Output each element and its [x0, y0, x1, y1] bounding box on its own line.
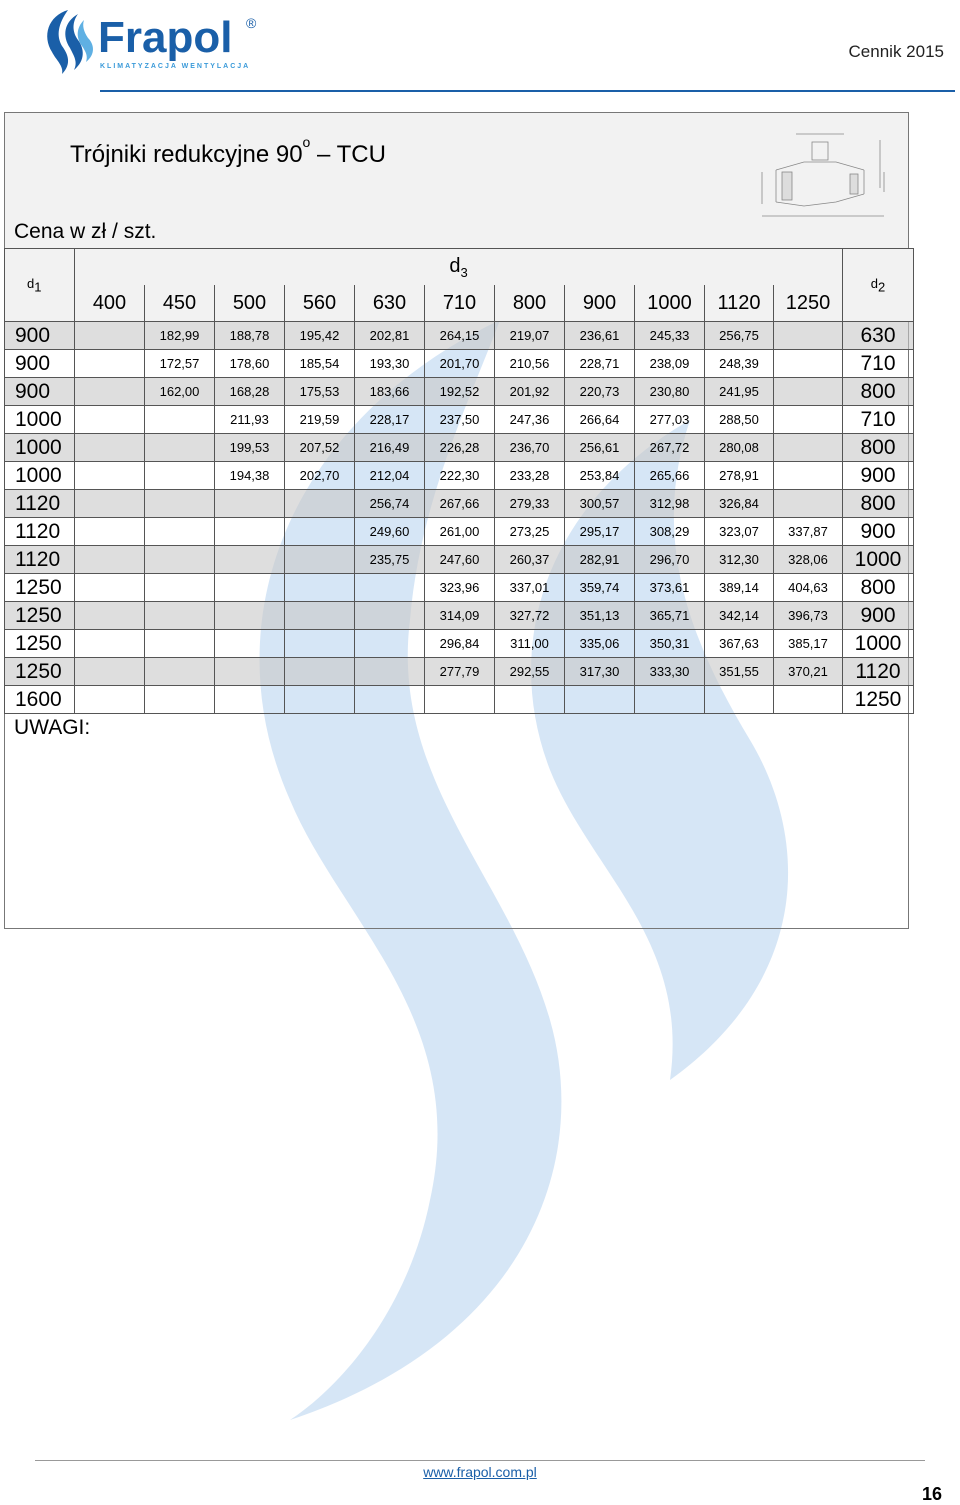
price-cell: 230,80 [635, 378, 705, 406]
table-row [5, 546, 914, 574]
price-cell: 199,53 [215, 434, 285, 462]
price-cell [774, 350, 843, 378]
price-cell: 273,25 [495, 518, 565, 546]
price-cell [75, 518, 145, 546]
brand-name: Frapol [98, 13, 233, 62]
price-cell: 236,70 [495, 434, 565, 462]
price-cell [75, 686, 145, 714]
price-cell [285, 518, 355, 546]
price-cell: 185,54 [285, 350, 355, 378]
price-cell [285, 658, 355, 686]
table-row [5, 602, 914, 630]
price-cell: 248,39 [705, 350, 774, 378]
price-cell: 267,66 [425, 490, 495, 518]
d2-value: 800 [843, 490, 914, 518]
price-cell [285, 574, 355, 602]
table-row [5, 574, 914, 602]
price-cell: 267,72 [635, 434, 705, 462]
price-cell: 256,74 [355, 490, 425, 518]
d3-column-header: 710 [425, 285, 495, 322]
price-cell: 219,07 [495, 322, 565, 350]
brand-tagline: KLIMATYZACJA WENTYLACJA [100, 63, 251, 70]
price-cell: 280,08 [705, 434, 774, 462]
price-cell: 219,59 [285, 406, 355, 434]
price-cell: 278,91 [705, 462, 774, 490]
price-cell: 216,49 [355, 434, 425, 462]
price-cell: 404,63 [774, 574, 843, 602]
price-cell: 211,93 [215, 406, 285, 434]
d1-value: 1250 [5, 658, 75, 686]
price-cell [774, 686, 843, 714]
price-cell [75, 658, 145, 686]
price-cell [75, 434, 145, 462]
d3-header: $d_3$ [75, 249, 843, 286]
title-suffix: – TCU [310, 141, 386, 168]
price-cell [355, 630, 425, 658]
price-cell: 168,28 [215, 378, 285, 406]
price-cell: 327,72 [495, 602, 565, 630]
price-cell: 359,74 [565, 574, 635, 602]
price-cell: 226,28 [425, 434, 495, 462]
price-cell [145, 658, 215, 686]
price-cell [355, 686, 425, 714]
price-cell: 233,28 [495, 462, 565, 490]
price-cell: 256,75 [705, 322, 774, 350]
d1-value: 1000 [5, 462, 75, 490]
price-cell: 261,00 [425, 518, 495, 546]
price-cell: 192,52 [425, 378, 495, 406]
price-cell: 245,33 [635, 322, 705, 350]
price-cell: 193,30 [355, 350, 425, 378]
price-cell [145, 574, 215, 602]
price-cell [215, 518, 285, 546]
price-cell: 178,60 [215, 350, 285, 378]
d1-value: 900 [5, 378, 75, 406]
price-cell: 265,66 [635, 462, 705, 490]
price-cell [355, 658, 425, 686]
price-cell: 328,06 [774, 546, 843, 574]
price-cell: 212,04 [355, 462, 425, 490]
price-cell [285, 686, 355, 714]
price-cell: 314,09 [425, 602, 495, 630]
notes-label: UWAGI: [14, 716, 91, 739]
price-cell: 194,38 [215, 462, 285, 490]
price-cell [75, 630, 145, 658]
price-cell [215, 546, 285, 574]
d1-value: 1120 [5, 490, 75, 518]
d3-column-header: 400 [75, 285, 145, 322]
d1-value: 1120 [5, 546, 75, 574]
price-cell [285, 630, 355, 658]
d2-value: 1000 [843, 630, 914, 658]
price-cell: 282,91 [565, 546, 635, 574]
price-cell: 317,30 [565, 658, 635, 686]
price-cell: 247,60 [425, 546, 495, 574]
price-cell: 201,92 [495, 378, 565, 406]
price-cell: 312,30 [705, 546, 774, 574]
price-cell [285, 490, 355, 518]
price-cell [75, 406, 145, 434]
table-row [5, 406, 914, 434]
price-cell [75, 490, 145, 518]
price-cell: 292,55 [495, 658, 565, 686]
registered-mark: ® [246, 15, 257, 31]
price-cell [425, 686, 495, 714]
price-cell: 311,00 [495, 630, 565, 658]
table-row [5, 350, 914, 378]
table-row [5, 630, 914, 658]
price-cell: 389,14 [705, 574, 774, 602]
price-cell: 342,14 [705, 602, 774, 630]
price-cell [215, 658, 285, 686]
price-cell [774, 322, 843, 350]
title-degree: o [302, 134, 311, 150]
price-cell [145, 406, 215, 434]
price-cell: 210,56 [495, 350, 565, 378]
d2-value: 710 [843, 350, 914, 378]
price-cell: 335,06 [565, 630, 635, 658]
price-cell: 288,50 [705, 406, 774, 434]
table-row [5, 490, 914, 518]
price-cell: 396,73 [774, 602, 843, 630]
price-cell: 188,78 [215, 322, 285, 350]
price-cell [75, 546, 145, 574]
footer-divider [35, 1460, 925, 1461]
d3-column-header: 560 [285, 285, 355, 322]
header-divider [100, 90, 955, 92]
price-cell [75, 350, 145, 378]
price-cell: 256,61 [565, 434, 635, 462]
price-cell [774, 434, 843, 462]
table-row [5, 434, 914, 462]
table-row [5, 658, 914, 686]
d3-column-header: 500 [215, 285, 285, 322]
price-cell [215, 630, 285, 658]
price-cell: 300,57 [565, 490, 635, 518]
price-cell: 228,71 [565, 350, 635, 378]
price-cell [285, 546, 355, 574]
frapol-logo [38, 6, 268, 76]
price-cell: 385,17 [774, 630, 843, 658]
d2-value: 800 [843, 378, 914, 406]
d1-value: 1600 [5, 686, 75, 714]
price-cell [145, 434, 215, 462]
d2-value: 800 [843, 574, 914, 602]
price-cell: 247,36 [495, 406, 565, 434]
price-cell [145, 630, 215, 658]
table-header-row [5, 249, 914, 286]
tee-reducer-drawing-icon [756, 132, 890, 224]
price-cell [495, 686, 565, 714]
price-table [4, 248, 914, 714]
price-cell [145, 686, 215, 714]
price-cell [75, 462, 145, 490]
price-cell: 202,70 [285, 462, 355, 490]
d3-column-header: 800 [495, 285, 565, 322]
table-row [5, 462, 914, 490]
price-cell: 323,96 [425, 574, 495, 602]
footer-website-link[interactable]: www.frapol.com.pl [423, 1464, 537, 1480]
title-main: Trójniki redukcyjne 90 [70, 141, 303, 168]
price-cell: 277,03 [635, 406, 705, 434]
price-cell: 351,55 [705, 658, 774, 686]
d2-value: 1000 [843, 546, 914, 574]
d2-header: $d_2$ [843, 249, 914, 322]
price-cell [75, 322, 145, 350]
d2-value: 900 [843, 602, 914, 630]
price-cell [75, 574, 145, 602]
price-cell [215, 490, 285, 518]
price-cell [75, 602, 145, 630]
table-row [5, 378, 914, 406]
price-cell: 235,75 [355, 546, 425, 574]
price-cell: 237,50 [425, 406, 495, 434]
d1-value: 1250 [5, 602, 75, 630]
price-cell [215, 686, 285, 714]
price-cell: 296,70 [635, 546, 705, 574]
price-cell: 201,70 [425, 350, 495, 378]
price-cell: 333,30 [635, 658, 705, 686]
d2-value: 630 [843, 322, 914, 350]
d3-column-header: 630 [355, 285, 425, 322]
price-cell [774, 490, 843, 518]
price-cell: 238,09 [635, 350, 705, 378]
price-cell: 337,01 [495, 574, 565, 602]
price-cell: 241,95 [705, 378, 774, 406]
d3-column-header: 1120 [705, 285, 774, 322]
d1-value: 1250 [5, 574, 75, 602]
price-cell [705, 686, 774, 714]
price-cell: 183,66 [355, 378, 425, 406]
price-unit-label: Cena w zł / szt. [14, 220, 157, 243]
price-cell: 249,60 [355, 518, 425, 546]
price-cell: 370,21 [774, 658, 843, 686]
d1-value: 1120 [5, 518, 75, 546]
price-cell [774, 462, 843, 490]
price-cell: 202,81 [355, 322, 425, 350]
price-cell: 323,07 [705, 518, 774, 546]
price-cell [565, 686, 635, 714]
price-cell [774, 378, 843, 406]
price-cell: 195,42 [285, 322, 355, 350]
price-cell: 367,63 [705, 630, 774, 658]
price-cell [285, 602, 355, 630]
price-cell: 350,31 [635, 630, 705, 658]
price-cell: 162,00 [145, 378, 215, 406]
price-cell [635, 686, 705, 714]
price-cell: 172,57 [145, 350, 215, 378]
price-cell: 351,13 [565, 602, 635, 630]
d2-value: 900 [843, 518, 914, 546]
price-cell: 207,52 [285, 434, 355, 462]
price-cell: 220,73 [565, 378, 635, 406]
d1-header: $d_1$ [5, 249, 75, 322]
price-cell: 266,64 [565, 406, 635, 434]
d2-value: 900 [843, 462, 914, 490]
d2-value: 710 [843, 406, 914, 434]
price-cell: 264,15 [425, 322, 495, 350]
price-cell: 175,53 [285, 378, 355, 406]
price-cell: 236,61 [565, 322, 635, 350]
price-cell: 277,79 [425, 658, 495, 686]
d1-value: 900 [5, 322, 75, 350]
price-cell: 373,61 [635, 574, 705, 602]
price-cell: 253,84 [565, 462, 635, 490]
price-cell [145, 462, 215, 490]
d3-column-header: 450 [145, 285, 215, 322]
d3-column-header: 1250 [774, 285, 843, 322]
d2-value: 1250 [843, 686, 914, 714]
price-cell: 295,17 [565, 518, 635, 546]
price-cell: 279,33 [495, 490, 565, 518]
price-cell: 365,71 [635, 602, 705, 630]
price-cell: 337,87 [774, 518, 843, 546]
d3-columns-row [5, 285, 914, 322]
d1-value: 900 [5, 350, 75, 378]
price-cell: 312,98 [635, 490, 705, 518]
d1-value: 1250 [5, 630, 75, 658]
table-row [5, 686, 914, 714]
price-cell: 260,37 [495, 546, 565, 574]
price-list-edition: Cennik 2015 [848, 42, 944, 61]
price-cell [215, 602, 285, 630]
page-number: 16 [921, 1484, 942, 1504]
d2-value: 1120 [843, 658, 914, 686]
price-cell: 308,29 [635, 518, 705, 546]
price-cell: 296,84 [425, 630, 495, 658]
price-cell [774, 406, 843, 434]
price-cell: 222,30 [425, 462, 495, 490]
d3-column-header: 900 [565, 285, 635, 322]
frapol-flame-logo-icon [47, 10, 93, 74]
price-cell [355, 574, 425, 602]
price-cell: 182,99 [145, 322, 215, 350]
price-cell [145, 546, 215, 574]
d1-value: 1000 [5, 406, 75, 434]
d1-value: 1000 [5, 434, 75, 462]
d2-value: 800 [843, 434, 914, 462]
price-cell [75, 378, 145, 406]
price-cell [215, 574, 285, 602]
price-cell: 326,84 [705, 490, 774, 518]
price-cell [355, 602, 425, 630]
price-cell [145, 490, 215, 518]
price-cell [145, 602, 215, 630]
table-row [5, 518, 914, 546]
page-title [70, 134, 386, 169]
d3-column-header: 1000 [635, 285, 705, 322]
price-cell [145, 518, 215, 546]
price-cell: 228,17 [355, 406, 425, 434]
table-row [5, 322, 914, 350]
